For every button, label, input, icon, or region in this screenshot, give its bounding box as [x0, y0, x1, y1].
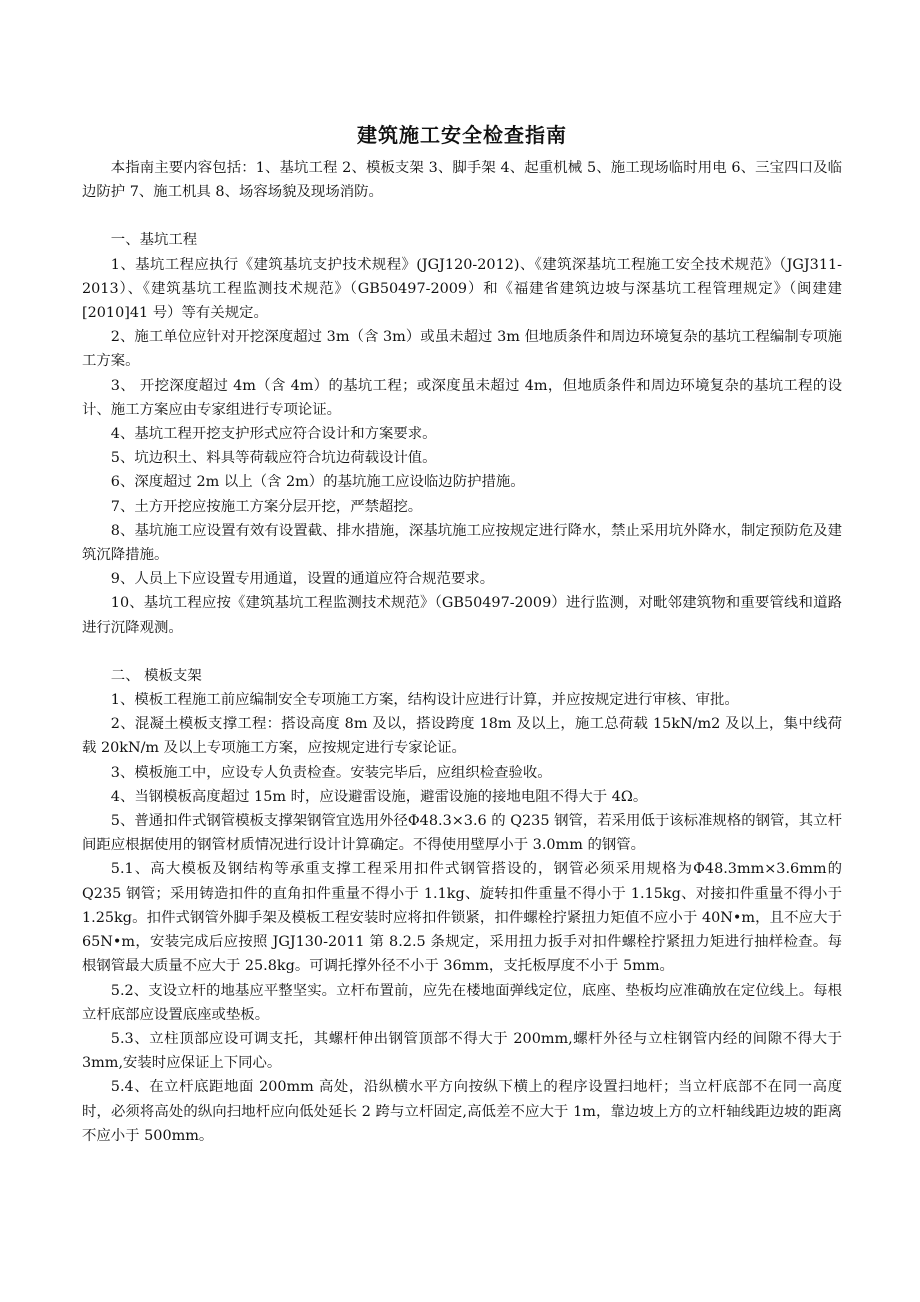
- paragraph: 7、土方开挖应按施工方案分层开挖，严禁超挖。: [110, 498, 423, 515]
- section-gap: [82, 204, 842, 228]
- paragraph: 1、基坑工程应执行《建筑基坑支护技术规程》(JGJ120-2012)、《建筑深基坑工程施工安全技术规范》（JGJ311-2013）、《建筑基坑工程监测技术规范》（GB50497-2009）和《福建省建筑边坡与深基坑工程管理规定》（闽建建[2010]41 号）等有关规定。: [82, 256, 842, 322]
- section-gap: [82, 640, 842, 664]
- paragraph: 2、混凝土模板支撑工程：搭设高度 8m 及以，搭设跨度 18m 及以上，施工总荷载 15kN/m2 及以上，集中线荷载 20kN/m 及以上专项施工方案，应按规定进行专家论证。: [82, 716, 842, 757]
- section-formwork-support: [82, 664, 842, 1148]
- paragraph: 5.3、立柱顶部应设可调支托，其螺杆伸出钢管顶部不得大于 200mm,螺杆外径与立柱钢管内经的间隙不得大于 3mm,安装时应保证上下同心。: [82, 1030, 842, 1072]
- paragraph: 4、基坑工程开挖支护形式应符合设计和方案要求。: [110, 426, 437, 443]
- paragraph: 5.1、高大模板及钢结构等承重支撑工程采用扣件式钢管搭设的，钢管必须采用规格为Φ48.3mm×3.6mm的 Q235 钢管；采用铸造扣件的直角扣件重量不得小于 1.1kg、旋转扣件重量不得小于 1.15kg、对接扣件重量不得小于 1.25kg。扣件式钢管外脚手架及模板工程安装时应将扣件锁紧，扣件螺栓拧紧扭力矩值不应小于 40N•m，且不应大于 65N•m，安装完成后应按照 JGJ130-2011 第 8.2.5 条规定，采用扭力扳手对扣件螺栓拧紧扭力矩进行抽样检查。每根钢管最大质量不应大于 25.8kg。可调托撑外径不小于 36mm，支托板厚度不小于 5mm。: [82, 861, 842, 975]
- intro-paragraph: 本指南主要内容包括：1、基坑工程 2、模板支架 3、脚手架 4、起重机械 5、施工现场临时用电 6、三宝四口及临边防护 7、施工机具 8、场容场貌及现场消防。: [82, 160, 842, 201]
- paragraph: 5.4、在立杆底距地面 200mm 高处，沿纵横水平方向按纵下横上的程序设置扫地杆；当立杆底部不在同一高度时，必须将高处的纵向扫地杆应向低处延长 2 跨与立杆固定,高低差不应大于 1m，靠边坡上方的立杆轴线距边坡的距离不应小于 500mm。: [82, 1079, 842, 1144]
- section-foundation-pit: [82, 228, 842, 639]
- document-title: 建筑施工安全检查指南: [357, 123, 567, 147]
- paragraph: 6、深度超过 2m 以上（含 2m）的基坑施工应设临边防护措施。: [110, 474, 525, 491]
- paragraph: 8、基坑施工应设置有效有设置截、排水措施，深基坑施工应按规定进行降水，禁止采用坑外降水，制定预防危及建筑沉降措施。: [82, 522, 842, 564]
- paragraph: 4、当钢模板高度超过 15m 时，应设避雷设施，避雷设施的接地电阻不得大于 4Ω。: [110, 788, 648, 805]
- paragraph: 10、基坑工程应按《建筑基坑工程监测技术规范》（GB50497-2009）进行监测，对毗邻建筑物和重要管线和道路进行沉降观测。: [82, 595, 842, 636]
- paragraph: 5.2、支设立杆的地基应平整坚实。立杆布置前，应先在楼地面弹线定位，底座、垫板均应准确放在定位线上。每根立杆底部应设置底座或垫板。: [82, 982, 842, 1023]
- paragraph: 5、坑边积土、料具等荷载应符合坑边荷载设计值。: [110, 450, 437, 467]
- paragraph: 5、普通扣件式钢管模板支撑架钢管宜选用外径Φ48.3×3.6 的 Q235 钢管，若采用低于该标准规格的钢管，其立杆间距应根据使用的钢管材质情况进行设计计算确定。不得使用壁厚小于 3.0mm 的钢管。: [82, 813, 842, 854]
- paragraph: 3、 开挖深度超过 4m（含 4m）的基坑工程；或深度虽未超过 4m，但地质条件和周边环境复杂的基坑工程的设计、施工方案应由专家组进行专项论证。: [82, 377, 842, 418]
- paragraph: 9、人员上下应设置专用通道，设置的通道应符合规范要求。: [110, 571, 495, 588]
- paragraph: 1、模板工程施工前应编制安全专项施工方案，结构设计应进行计算，并应按规定进行审核、审批。: [110, 692, 739, 709]
- section-heading: 二、 模板支架: [110, 667, 202, 684]
- section-heading: 一、基坑工程: [110, 232, 198, 249]
- paragraph: 3、模板施工中，应设专人负责检查。安装完毕后，应组织检查验收。: [110, 764, 552, 781]
- paragraph: 2、施工单位应针对开挖深度超过 3m（含 3m）或虽未超过 3m 但地质条件和周边环境复杂的基坑工程编制专项施工方案。: [82, 329, 842, 370]
